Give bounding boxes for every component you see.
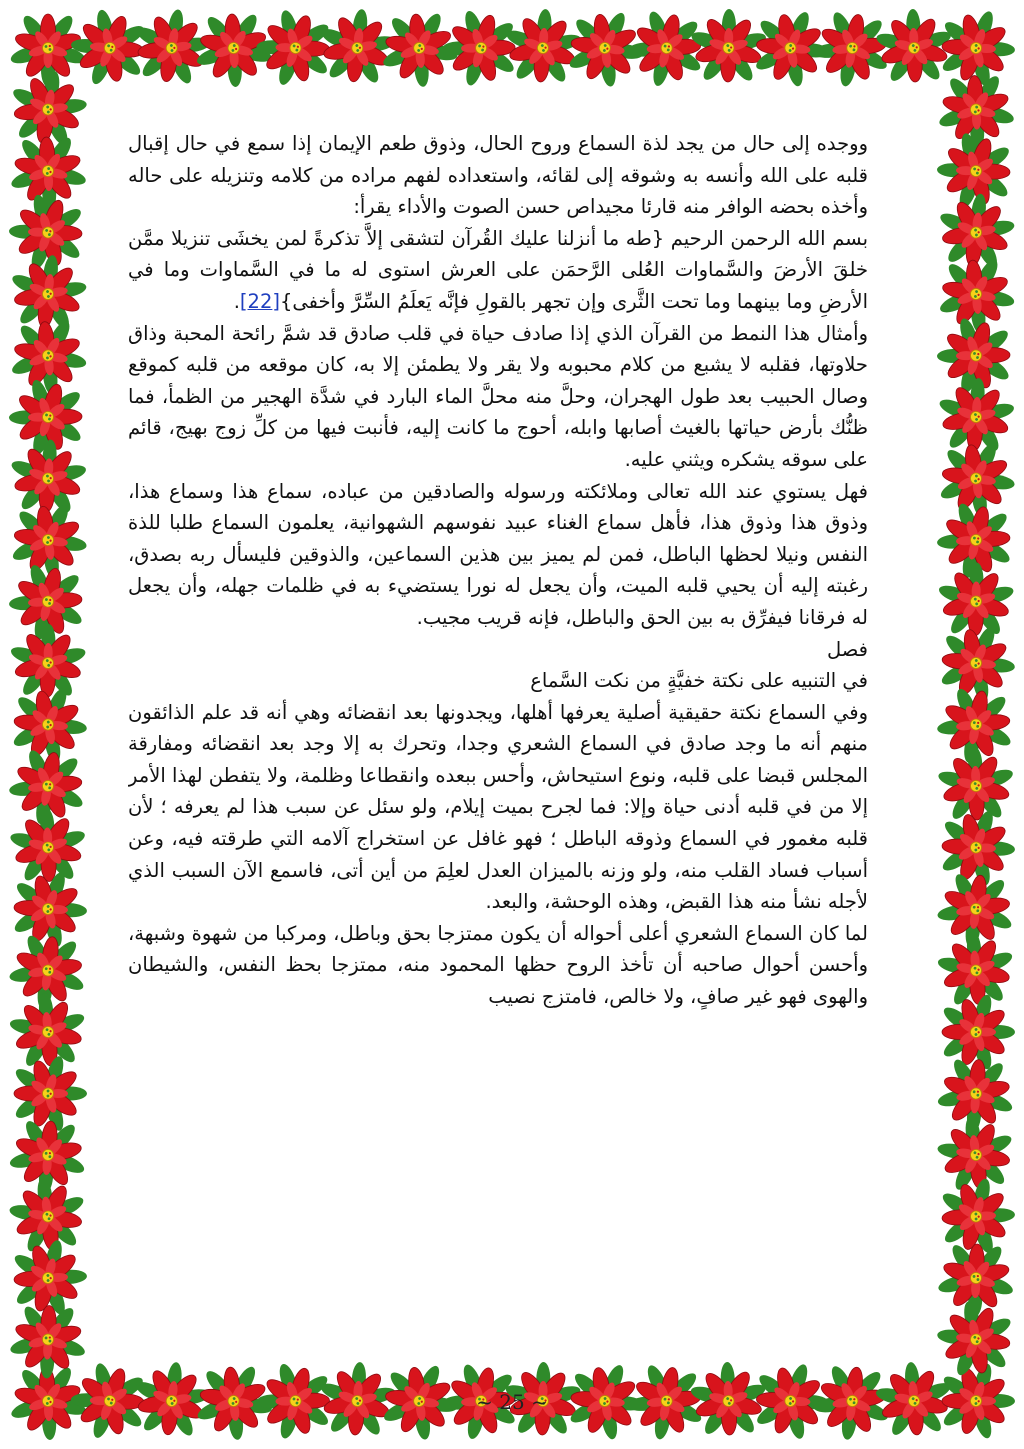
section-subtitle: في التنبيه على نكتة خفيَّةٍ من نكت السَّماع xyxy=(530,669,868,693)
document-body xyxy=(128,128,868,1308)
paragraph-meaning: وأمثال هذا النمط من القرآن الذي إذا صادف حياة في قلب صادق قد شمَّ رائحة المحبة وذاق حلاوتها، فقلبه لا يشبع من كلام محبوبه ولا يقر ولا يطمئن إلا به، كان موقعه من قلبه كموقع وصال الحبيب بعد طول الهجران، وحلَّ منه محلَّ الماء البارد في شدَّة الهجير من الظمأ، فما ظنُّك بأرض حياتها بالغيث أصابها وابله، أحوج ما كانت إليه، فأنبت فيها من كلِّ زوج بهيج، قائم على سوقه يشكره ويثني عليه. xyxy=(128,321,868,471)
section-heading: فصل xyxy=(827,637,868,661)
footnote-link[interactable]: [22] xyxy=(239,289,280,313)
quran-verse xyxy=(128,223,868,318)
paragraph-subtle-point: وفي السماع نكتة حقيقية أصلية يعرفها أهلها، ويجدونها بعد انقضائه وهي أنه قد علم الذائقون منهم أنه ما وجد صادق في السماع الشعري وجدا، وتحرك به إلا وجد بعد انقضائه ومفارقة المجلس قبضا على قلبه، ونوع استيحاش، وأحس ببعده وانقطاعا وظلمة، ولا يتفطن لهذا الأمر إلا من في قلبه أدنى حياة وإلا: فما لجرح بميت إيلام، ولو سئل عن سبب هذا لم يعرفه ؛ لأن قلبه مغمور في السماع وذوقه الباطل ؛ فهو غافل عن استخراج آلامه التي طرقته فيه، وعن أسباب فساد القلب منه، ولو وزنه بالميزان العدل لعلِمَ من أين أتى، فاسمع الآن السبب الذي لأجله نشأ منه هذا القبض، وهذه الوحشة، والبعد. xyxy=(128,700,868,914)
paragraph-intro: ووجده إلى حال من يجد لذة السماع وروح الحال، وذوق طعم الإيمان إذا سمع في حال إقبال قلبه على الله وأنسه به وشوقه إلى لقائه، واستعداده لفهم مراده من كلامه وتنزيله على حاله وأخذه بحضه الوافر منه قارئا مجيداص حسن الصوت والأداء يقرأ: xyxy=(128,132,868,219)
paragraph-question: فهل يستوي عند الله تعالى وملائكته ورسوله والصادقين من عباده، سماع هذا وسماع هذا، وذوق هذا وذوق هذا، فأهل سماع الغناء عبيد نفوسهم الشهوانية، يعلمون السماع طلبا للذة النفس ونيلا لحظها الباطل، فمن لم يميز بين هذين السماعين، والذوقين فليسأل ربه بصدق، رغبته إليه أن يحيي قلبه الميت، وأن يجعل له نورا يستضيء به في ظلمات جهله، وأن يجعل له فرقانا فيفرِّق به بين الحق والباطل، فإنه قريب مجيب. xyxy=(128,479,868,629)
poinsettia-flower-icon xyxy=(7,1302,88,1379)
poinsettia-flower-icon xyxy=(806,5,897,93)
quran-text: بسم الله الرحمن الرحيم {طه ما أنزلنا عليك القُرآن لتشقى إلاَّ تذكرةً لمن يخشَى تنزيلا ممَّن خلقَ الأرضَ والسَّماوات العُلى الرَّحمَن على العرش استوى له ما في السَّماوات وما في الأرضِ وما بينهما وما تحت الثَّرى وإن تجهر بالقولِ فإنَّه يَعلَمُ السِّرَّ وأخفى} xyxy=(128,226,868,313)
paragraph-poetry-listening: لما كان السماع الشعري أعلى أحواله أن يكون ممتزجا بحق وباطل، ومركبا من شهوة وشبهة، وأحسن أحوال صاحبه أن تأخذ الروح حظها المحمود منه، ممتزجا بحظ النفس، والشيطان والهوى فهو غير صافٍ، ولا خالص، فامتزج نصيب xyxy=(128,921,868,1009)
poinsettia-flower-icon xyxy=(619,4,713,95)
poinsettia-flower-icon xyxy=(935,1241,1016,1318)
quran-end: . xyxy=(233,289,240,313)
page-number: ~ 25 ~ xyxy=(476,1390,548,1414)
